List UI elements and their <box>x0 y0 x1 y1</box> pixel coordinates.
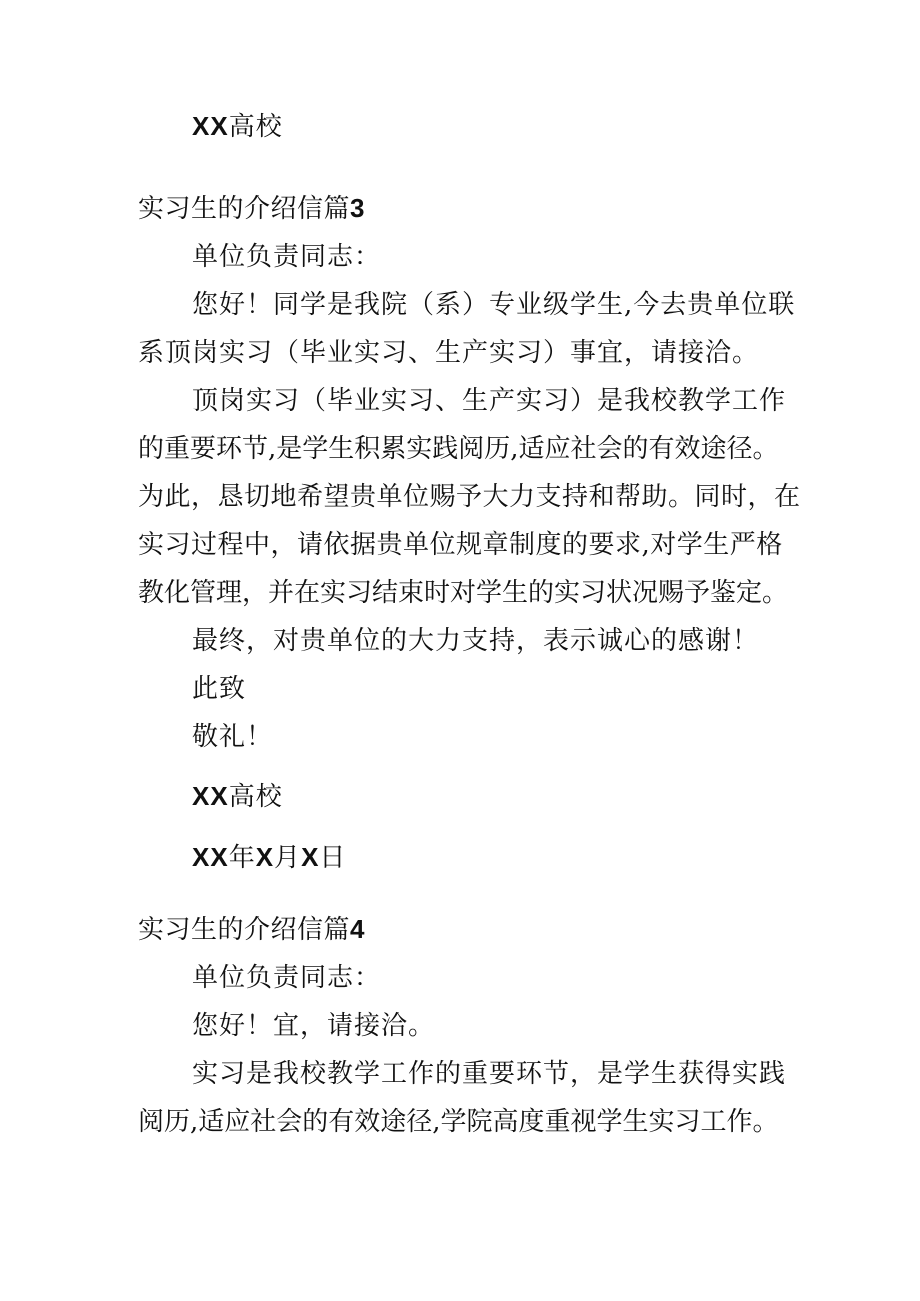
section-4-salutation: 单位负责同志： <box>192 963 382 993</box>
section-3-paragraph-line: 教化管理，并在实习结束时对学生的实习状况赐予鉴定。 <box>138 578 789 608</box>
section-3-date: XX年X月X日 <box>192 842 347 873</box>
section-3-paragraph-line: 的重要环节,是学生积累实践阅历,适应社会的有效途径。 <box>138 434 779 464</box>
section-4-paragraph-line: 您好！宜，请接洽。 <box>192 1011 436 1041</box>
section-4-paragraph-line: 阅历,适应社会的有效途径,学院高度重视学生实习工作。 <box>138 1107 779 1137</box>
section-3-salute: 敬礼！ <box>192 722 274 752</box>
section-3-paragraph-line: 顶岗实习（毕业实习、生产实习）是我校教学工作 <box>192 386 787 416</box>
section-3-regards: 此致 <box>192 674 247 704</box>
section-4-paragraph-line: 实习是我校教学工作的重要环节，是学生获得实践 <box>192 1059 787 1089</box>
section-3-closing-line: 最终，对贵单位的大力支持，表示诚心的感谢！ <box>192 626 760 656</box>
section-3-paragraph-line: 实习过程中，请依据贵单位规章制度的要求,对学生严格 <box>138 530 783 560</box>
signature-school-top: XX高校 <box>192 111 283 142</box>
section-4-heading: 实习生的介绍信篇4 <box>138 914 365 945</box>
section-3-paragraph-line: 您好！同学是我院（系）专业级学生,今去贵单位联 <box>192 290 796 320</box>
section-3-paragraph-line: 系顶岗实习（毕业实习、生产实习）事宜，请接洽。 <box>138 338 760 368</box>
section-3-heading: 实习生的介绍信篇3 <box>138 193 365 224</box>
section-3-signature-school: XX高校 <box>192 781 283 812</box>
section-3-salutation: 单位负责同志： <box>192 242 382 272</box>
section-3-paragraph-line: 为此，恳切地希望贵单位赐予大力支持和帮助。同时，在 <box>138 482 801 512</box>
